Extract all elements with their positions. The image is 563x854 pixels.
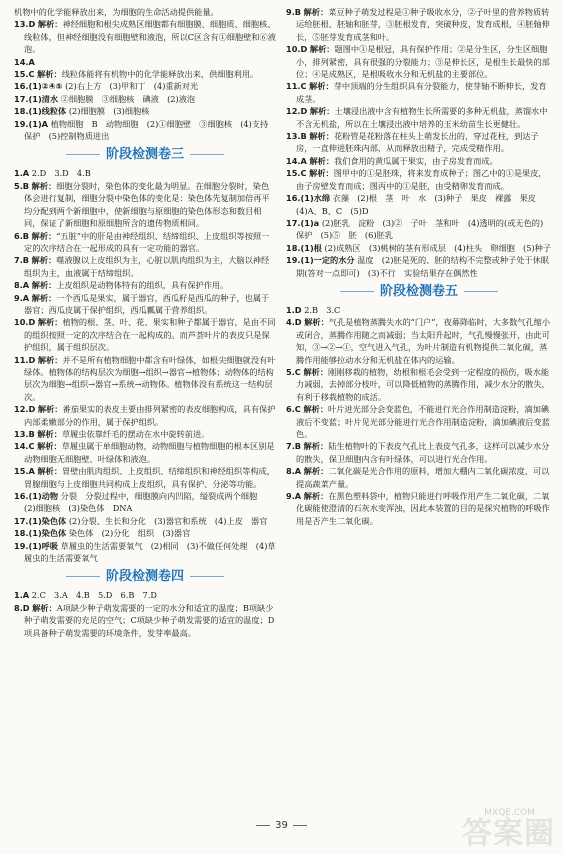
- section-title: [14, 569, 276, 585]
- answer-text: “五脏”中的肝是由神经组织、结缔组织、上皮组织等按照一定的次序结合在一起形成的具有一定功能的器官。: [24, 230, 270, 253]
- section-title-text: 阶段检测卷四: [105, 569, 184, 585]
- answer-item: [14, 180, 276, 230]
- answer-item: [14, 490, 276, 515]
- answer-text: 线粒体能将有机物中的化学能释放出来，供细胞利用。: [61, 69, 259, 80]
- answer-label: 8.D: [14, 602, 30, 613]
- answer-text: 在黑色塑料袋中，植物只能进行呼吸作用产生二氧化碳，二氧化碳能使澄清的石灰水变浑浊，因此本装置的目的是探究植物的呼吸作用是否产生二氧化碳。: [296, 491, 550, 526]
- answer-item: [14, 167, 276, 179]
- answer-label: 13.B: [14, 429, 35, 439]
- answer-label: 9.A: [286, 491, 302, 502]
- analysis-keyword: 解析：: [31, 180, 57, 191]
- answer-label: 12.D: [286, 106, 308, 117]
- analysis-keyword: 解析：: [37, 429, 62, 439]
- answer-label: 19.(1)A: [14, 118, 49, 129]
- answer-text: 陆生植物叶的下表皮气孔比上表皮气孔多，这样可以减少水分的散失，保卫细胞内含有叶绿体，可以进行光合作用。: [296, 441, 550, 464]
- answer-label: 4.D: [286, 317, 302, 328]
- answer-text: 叶片进光部分会变蓝色，不能进行光合作用制造淀粉，滴加碘液后不变蓝；叶片见光部分能进行光合作用制造淀粉，滴加碘液后变蓝色。: [296, 404, 550, 439]
- watermark-url: MXQE.COM: [484, 808, 535, 818]
- analysis-keyword: 解析：: [37, 317, 63, 328]
- answer-text: (2)细胞膜 (3)细胞核: [68, 106, 150, 117]
- section-title: [286, 284, 552, 300]
- answer-text: (2)分裂、生长和分化 (3)器官和系统 (4)上皮 器官: [68, 515, 268, 526]
- page-number-text: 39: [275, 820, 288, 831]
- left-column: [14, 6, 276, 639]
- answer-label: 16.(1)水绵: [286, 193, 331, 204]
- answer-item: [14, 354, 276, 404]
- answer-label: 15.C: [286, 168, 307, 179]
- answer-label: 17.(1)a: [286, 217, 320, 228]
- answer-label: 15.C: [14, 69, 35, 80]
- answer-text: 2.D 3.D 4.B: [31, 168, 91, 179]
- analysis-keyword: 解析：: [31, 292, 57, 303]
- watermark-logo: 答案圈: [462, 816, 555, 851]
- answer-text: 胃壁由肌肉组织、上皮组织、结缔组织和神经组织等构成，胃腺细胞与上皮细胞共同构成上皮组织，具有保护、分泌等功能。: [24, 466, 275, 489]
- answer-text: A项缺少种子萌发需要的一定的水分和适宜的温度；B项缺少种子萌发需要的充足的空气；C项缺少种子萌发需要的适宜的温度；D项具备种子萌发需要的环境条件，发芽率最高。: [24, 602, 275, 638]
- answer-text: 气孔是植物蒸腾失水的“门户”，夜幕降临时，大多数气孔缩小或闭合，蒸腾作用随之而减弱；当太阳升起时，气孔慢慢张开，由此可知，③→②→①，空气进入气孔，为叶片制造有机物提供二氧化碳，蒸腾作用能够拉动水分和无机盐在体内的运输。: [296, 317, 551, 365]
- answer-text: 植物细胞 B 动物细胞 (2)①细胞壁 ③细胞核 (4)支持 保护 (5)控制物质进出: [24, 118, 277, 142]
- answer-text: (2)右上方 (3)甲和丁 (4)重新对光: [65, 81, 199, 92]
- answer-item: [14, 428, 276, 440]
- answer-label: 17.(1)清水: [14, 93, 59, 104]
- answer-item: [14, 254, 276, 279]
- answer-text: 衣藻 (2)根 茎 叶 水 (3)种子 果皮 裸露 果皮 (4)A、B、C (5)D: [296, 193, 545, 216]
- answer-label: 1.A: [14, 590, 30, 601]
- answer-item: [286, 242, 552, 254]
- answer-label: 8.A: [286, 466, 302, 477]
- analysis-keyword: 解析：: [303, 7, 329, 17]
- analysis-keyword: 解析：: [37, 466, 63, 477]
- section-title-text: 阶段检测卷三: [105, 147, 184, 163]
- analysis-keyword: 解析：: [303, 441, 329, 452]
- answer-label: 7.B: [14, 255, 30, 266]
- answer-label: 14.A: [14, 56, 35, 67]
- analysis-keyword: 解析：: [37, 441, 62, 452]
- answer-label: 1.A: [14, 168, 30, 179]
- answer-label: 19.(1)呼吸: [14, 540, 59, 551]
- answer-item: [14, 279, 276, 291]
- answer-item: [14, 515, 276, 527]
- analysis-keyword: 解析：: [31, 230, 57, 241]
- answer-label: 11.D: [14, 354, 36, 365]
- analysis-keyword: 解析：: [37, 354, 63, 365]
- answer-label: 18.(1)根: [286, 242, 322, 253]
- answer-label: 7.B: [286, 441, 302, 452]
- analysis-keyword: 解析：: [32, 602, 57, 613]
- analysis-keyword: 解析：: [303, 404, 329, 415]
- analysis-keyword: 解析：: [37, 19, 63, 30]
- answer-label: 18.(1)染色体: [14, 528, 67, 539]
- answer-text: 染色体 (2)分化 组织 (3)器官: [68, 528, 191, 539]
- answer-label: 16.(1)动物: [14, 491, 59, 502]
- answer-item: [286, 465, 552, 490]
- answer-label: 17.(1)染色体: [14, 515, 67, 526]
- answer-item: [14, 527, 276, 539]
- analysis-keyword: 解析：: [309, 131, 334, 142]
- answer-item: [286, 105, 552, 130]
- answer-text: 草履虫的生活需要氧气 (2)相同 (3)不做任何处理 (4)草履虫的生活需要氧气: [24, 540, 276, 564]
- answer-item: [286, 130, 552, 155]
- answer-item: [14, 403, 276, 428]
- answer-text: 我们食用的黄瓜属于果实，由子房发育而成。: [334, 155, 498, 166]
- answer-label: 13.D: [14, 19, 36, 30]
- answer-text: 并不是所有植物细胞中都含有叶绿体，如根尖细胞就没有叶绿体。植物体的结构层次为细胞→组织→器官→植物体；动物体的结构层次为细胞→组织→器官→系统→动物体。植物体没有系统这一结构层次。: [24, 354, 276, 402]
- answer-label: 19.(1)一定的水分: [286, 255, 355, 266]
- answer-text: 草履虫依靠纤毛的摆动在水中旋转前进。: [61, 429, 210, 439]
- answer-text: (2)胚乳 淀粉 (3)② 子叶 茎和叶 (4)透明的(或无色的) 保护 (5)⑤ 胚 (6)胚乳: [296, 217, 552, 241]
- answer-text: 植物的根、茎、叶、花、果实和种子都属于器官，是由不同的组织按照一定的次序结合在一起构成的。而芦荟叶片的表皮只是保护组织，属于组织层次。: [24, 317, 276, 353]
- answer-text: 噬液腺以上皮组织为主，心脏以肌肉组织为主，大脑以神经组织为主，血液属于结缔组织。: [24, 255, 270, 278]
- answer-item: [14, 105, 276, 117]
- answer-label: 18.(1)线粒体: [14, 106, 67, 117]
- answer-item: [14, 602, 276, 639]
- answer-item: [286, 440, 552, 465]
- answer-label: 5.C: [286, 366, 301, 377]
- answer-text: ②细胞膜 ③细胞核 碘液 (2)液泡: [60, 93, 196, 104]
- answer-label: 8.A: [14, 280, 30, 291]
- answer-item: [14, 80, 276, 92]
- analysis-keyword: 解析：: [309, 44, 335, 55]
- answer-item: [286, 155, 552, 167]
- answer-item: [14, 68, 276, 80]
- answer-text: 二氧化碳是光合作用的原料，增加大棚内二氧化碳浓度，可以提高蔬菜产量。: [296, 466, 550, 489]
- answer-item: [14, 540, 276, 565]
- answer-text: 分裂 分裂过程中，细胞膜向内凹陷，缢裂成两个细胞 (2)细胞核 (3)染色体 DNA: [24, 491, 266, 514]
- answer-label: 6.B: [14, 230, 30, 241]
- answer-item: [14, 589, 276, 601]
- answer-item: [14, 465, 276, 490]
- answer-label: 5.B: [14, 180, 30, 191]
- answer-item: [286, 6, 552, 43]
- analysis-keyword: 解析：: [303, 491, 329, 502]
- answer-label: 10.D: [14, 317, 36, 328]
- analysis-keyword: 解析：: [309, 81, 334, 92]
- answer-label: 16.(1)②④⑤: [14, 81, 63, 92]
- answer-text: 菜豆种子萌发过程是①种子吸收水分，②子叶里的营养物质转运给胚根、胚轴和胚芽，③胚根发育，突破种皮，发育成根，④胚轴伸长，⑤胚芽发育成茎和叶。: [296, 7, 550, 42]
- answer-item: [286, 192, 552, 217]
- answer-item: [14, 118, 276, 143]
- answer-label: 6.C: [286, 404, 301, 415]
- answer-item: [286, 403, 552, 440]
- analysis-keyword: 解析：: [309, 168, 334, 179]
- analysis-keyword: 解析：: [304, 317, 329, 328]
- answer-item: [286, 316, 552, 366]
- analysis-keyword: 解析：: [309, 106, 335, 117]
- answer-item: [286, 304, 552, 316]
- answer-item: [286, 490, 552, 527]
- analysis-keyword: 解析：: [37, 404, 63, 415]
- answer-text: 花粉管是花粉落在柱头上萌发长出的，穿过花柱，到达子房，一直伸进胚珠内部，从而释放出精子，完成受精作用。: [296, 131, 539, 154]
- answer-text: (2)成熟区 (3)桃树的茎有形成层 (4)柱头 卵细胞 (5)种子: [324, 242, 552, 253]
- answer-item: [286, 254, 552, 279]
- answer-text: 温度 (2)胚是死的、胚的结构不完整或种子处于休眠期(答对一点即可) (3)不行 实验结果存在偶然性: [296, 255, 549, 278]
- answer-label: 9.A: [14, 292, 30, 303]
- answer-text: 草履虫属于单细胞动物，动物细胞与植物细胞的根本区别是动物细胞无细胞壁、叶绿体和液泡。: [24, 441, 275, 464]
- analysis-keyword: 解析：: [31, 255, 57, 266]
- answer-text: 上皮组织是动物体特有的组织，具有保护作用。: [56, 280, 229, 291]
- answer-label: 10.D: [286, 44, 308, 55]
- answer-item: [14, 230, 276, 255]
- answer-text: 刚刚移栽的植物，幼根和根毛会受到一定程度的损伤，吸水能力减弱，去掉部分枝叶，可以降低植物的蒸腾作用，减少水分的散失，有利于移栽植物的成活。: [296, 366, 550, 402]
- answer-item: [14, 6, 276, 18]
- answer-item: [14, 440, 276, 465]
- answer-item: [14, 93, 276, 105]
- answer-text: 芽中顶端的分生组织具有分裂能力，使芽轴不断伸长，发育成茎。: [296, 81, 547, 104]
- answer-item: [286, 43, 552, 80]
- answer-item: [14, 56, 276, 68]
- answer-label: 9.B: [286, 7, 302, 17]
- answer-text: 图甲中的①是胚珠，将来发育成种子；图乙中的①是果皮，由子房壁发育而成；图丙中的①是胚，由受精卵发育而成。: [296, 168, 547, 191]
- answer-text: 土壤浸出液中含有植物生长所需要的多种无机盐，蒸馏水中不含无机盐，所以在土壤浸出液中培养的玉米幼苗生长更健壮。: [296, 106, 548, 129]
- answer-label: 14.A: [286, 155, 307, 166]
- analysis-keyword: 解析：: [303, 366, 329, 377]
- section-title: [14, 147, 276, 163]
- answer-item: [286, 366, 552, 403]
- answer-item: [14, 316, 276, 353]
- answer-text: 机物中的化学能释放出来，为细胞的生命活动提供能量。: [14, 7, 219, 17]
- answer-text: 神经细胞和根尖成熟区细胞都有细胞膜、细胞质、细胞核、线粒体，但神经细胞没有细胞壁和液泡，所以C区含有①细胞壁和⑥液泡。: [24, 19, 276, 55]
- answer-text: 2.B 3.C: [304, 304, 341, 315]
- analysis-keyword: 解析：: [309, 155, 335, 166]
- answer-text: 番茄果实的表皮主要由排列紧密的表皮细胞构成，具有保护内部柔嫩部分的作用，属于保护组织。: [24, 404, 276, 427]
- answer-label: 15.A: [14, 466, 35, 477]
- answer-text: 一个西瓜是果实，属于器官，西瓜籽是西瓜的种子，也属于器官；西瓜皮属于保护组织，西瓜瓤属于营养组织。: [24, 292, 270, 315]
- right-column: [286, 6, 552, 527]
- answer-item: [286, 80, 552, 105]
- answer-label: 1.D: [286, 304, 302, 315]
- answer-label: 12.D: [14, 404, 36, 415]
- answer-label: 13.B: [286, 131, 307, 142]
- answer-text: 2.C 3.A 4.B 5.D 6.B 7.D: [31, 590, 157, 601]
- answer-item: [14, 292, 276, 317]
- analysis-keyword: 解析：: [37, 69, 62, 80]
- answer-label: 14.C: [14, 441, 35, 452]
- answer-item: [286, 217, 552, 242]
- analysis-keyword: 解析：: [31, 280, 57, 291]
- section-title-text: 阶段检测卷五: [379, 283, 458, 299]
- answer-label: 11.C: [286, 81, 307, 92]
- answer-text: 题图中①是根冠，具有保护作用；②是分生区，分生区细胞小，排列紧密，具有很强的分裂能力；③是伸长区，是根生长最快的部位；④是成熟区，是根吸收水分和无机盐的主要部位。: [296, 44, 550, 80]
- analysis-keyword: 解析：: [303, 466, 329, 477]
- answer-item: [14, 18, 276, 55]
- answer-item: [286, 167, 552, 192]
- answer-text: 细胞分裂时，染色体的变化最为明显。在细胞分裂时，染色体会进行复制，细胞分裂中染色体的变化是：染色体先复制加倍再平均分配到两个新细胞中，使新细胞与原细胞的染色体形态和数目相同，保证了新细胞和原细胞所含的遗传物质相同。: [24, 180, 270, 229]
